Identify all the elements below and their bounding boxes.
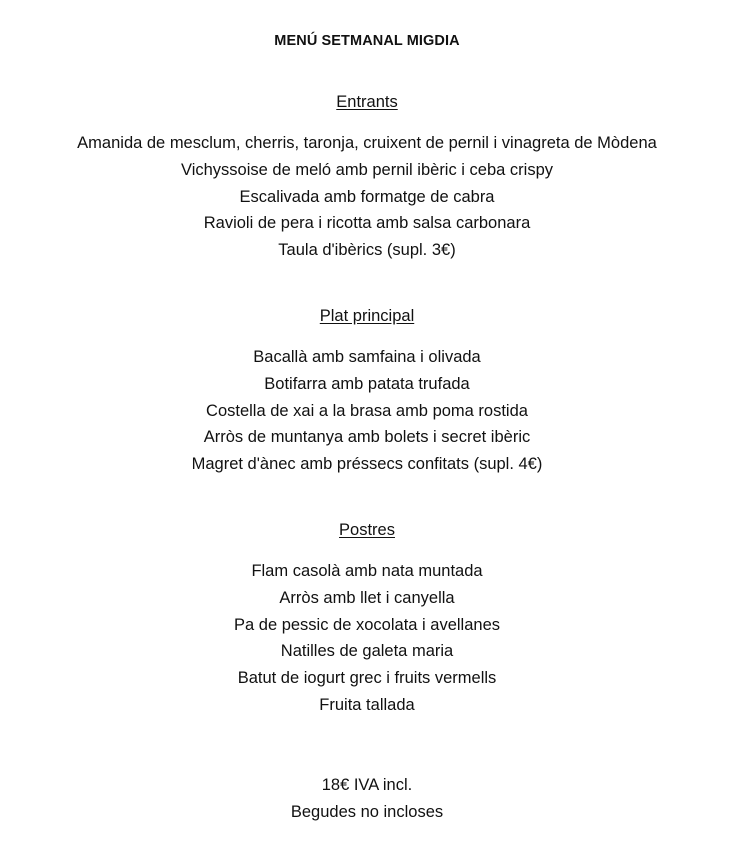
list-item: Natilles de galeta maria — [280, 642, 454, 661]
list-item: Taula d'ibèrics (supl. 3€) — [278, 241, 456, 260]
list-item: Amanida de mesclum, cherris, taronja, cruixent de pernil i vinagreta de Mòdena — [77, 134, 657, 152]
list-item: Fruita tallada — [319, 695, 415, 714]
list-item: Flam casolà amb nata muntada — [251, 562, 483, 580]
section-heading-plat-principal: Plat principal — [319, 307, 415, 325]
list-item: Magret d'ànec amb préssecs confitats (supl. 4€) — [191, 455, 543, 474]
postres-list — [0, 558, 734, 719]
list-item: Pa de pessic de xocolata i avellanes — [234, 615, 500, 634]
section-plat-principal — [0, 305, 734, 478]
plat-principal-list — [0, 344, 734, 478]
list-item: Arròs de muntanya amb bolets i secret ibèric — [203, 428, 531, 447]
section-heading-entrants: Entrants — [336, 93, 398, 111]
list-item: Costella de xai a la brasa amb poma rostida — [206, 401, 528, 420]
drinks-note: Begudes no incloses — [290, 803, 444, 821]
list-item: Escalivada amb formatge de cabra — [239, 187, 495, 206]
price-text: 18€ IVA incl. — [321, 776, 413, 794]
section-postres — [0, 519, 734, 719]
section-heading-postres: Postres — [339, 521, 395, 539]
entrants-list — [0, 130, 734, 264]
section-entrants — [0, 91, 734, 264]
list-item: Batut de iogurt grec i fruits vermells — [237, 669, 497, 688]
list-item: Vichyssoise de meló amb pernil ibèric i ceba crispy — [180, 160, 554, 179]
list-item: Arròs amb llet i canyella — [279, 588, 455, 607]
list-item: Botifarra amb patata trufada — [264, 374, 470, 393]
menu-title: MENÚ SETMANAL MIGDIA — [274, 33, 460, 49]
menu-footer — [0, 772, 734, 826]
list-item: Ravioli de pera i ricotta amb salsa carbonara — [203, 214, 531, 233]
list-item: Bacallà amb samfaina i olivada — [253, 348, 481, 366]
